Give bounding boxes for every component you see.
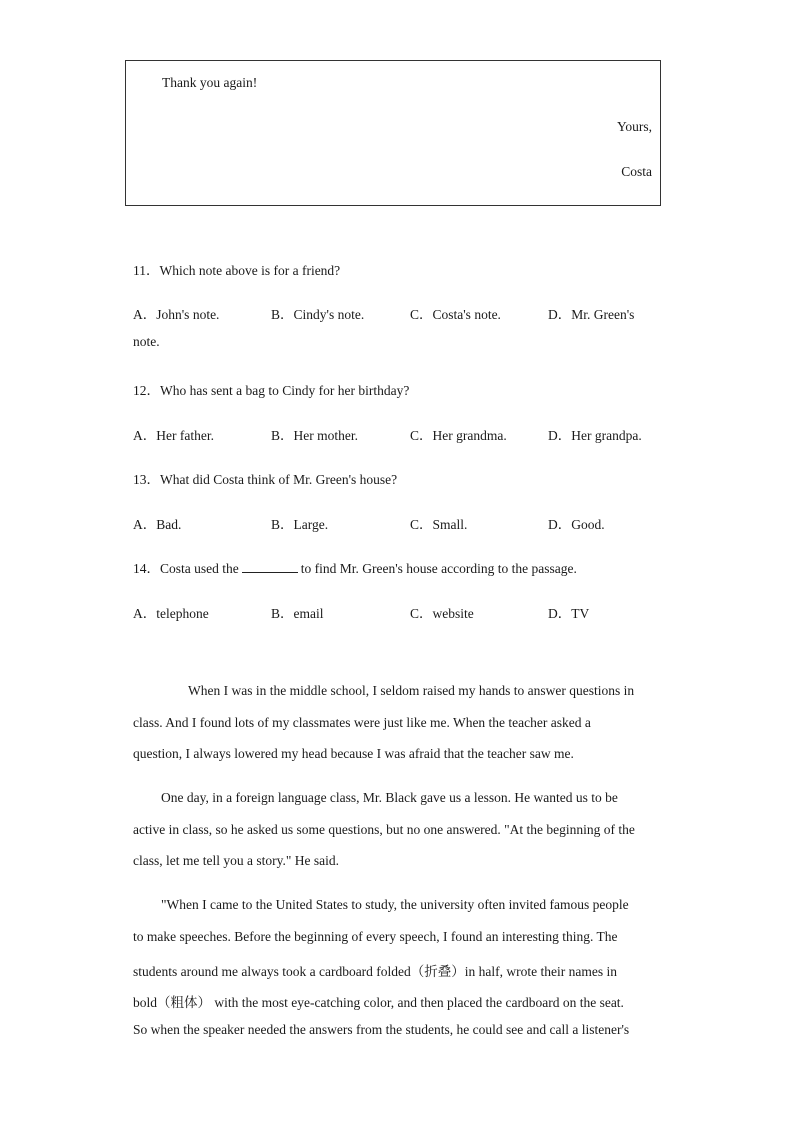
letter-thanks: Thank you again! bbox=[162, 75, 258, 90]
question-13-stem: 13．What did Costa think of Mr. Green's house? bbox=[133, 472, 398, 487]
passage-line: active in class, so he asked us some questions, but no one answered. "At the beginning of the bbox=[133, 822, 635, 837]
question-11-option-a[interactable]: A．John's note. bbox=[133, 307, 220, 322]
question-13-option-d[interactable]: D．Good. bbox=[548, 517, 605, 532]
question-14-option-d[interactable]: D．TV bbox=[548, 606, 590, 621]
question-11-option-b[interactable]: B．Cindy's note. bbox=[271, 307, 365, 322]
question-13-option-b[interactable]: B．Large. bbox=[271, 517, 329, 532]
question-11-stem: 11．Which note above is for a friend? bbox=[133, 263, 341, 278]
answer-blank bbox=[242, 560, 298, 573]
question-14-option-b[interactable]: B．email bbox=[271, 606, 324, 621]
letter-box bbox=[125, 60, 661, 206]
question-12-option-d[interactable]: D．Her grandpa. bbox=[548, 428, 642, 443]
question-13-option-a[interactable]: A．Bad. bbox=[133, 517, 182, 532]
passage-line: question, I always lowered my head because I was afraid that the teacher saw me. bbox=[133, 746, 574, 761]
passage-line: students around me always took a cardboard folded（折叠）in half, wrote their names in bbox=[133, 964, 617, 979]
question-11-option-d[interactable]: D．Mr. Green's bbox=[548, 307, 635, 322]
question-14-stem-before: 14．Costa used the bbox=[133, 561, 239, 576]
passage-line: bold（粗体） with the most eye-catching color, and then placed the cardboard on the seat. bbox=[133, 995, 624, 1010]
passage-line: to make speeches. Before the beginning of every speech, I found an interesting thing. The bbox=[133, 929, 618, 944]
passage-line: One day, in a foreign language class, Mr. Black gave us a lesson. He wanted us to be bbox=[161, 790, 618, 805]
question-14-option-c[interactable]: C．website bbox=[410, 606, 474, 621]
passage-line: When I was in the middle school, I seldom raised my hands to answer questions in bbox=[188, 683, 635, 698]
passage-line: class. And I found lots of my classmates were just like me. When the teacher asked a bbox=[133, 715, 591, 730]
question-11-option-d-continuation: note. bbox=[133, 334, 160, 349]
question-12-stem: 12．Who has sent a bag to Cindy for her birthday? bbox=[133, 383, 410, 398]
passage-line: So when the speaker needed the answers from the students, he could see and call a listener's bbox=[133, 1022, 630, 1037]
passage-line: "When I came to the United States to study, the university often invited famous people bbox=[161, 897, 629, 912]
question-14-option-a[interactable]: A．telephone bbox=[133, 606, 209, 621]
question-11-option-c[interactable]: C．Costa's note. bbox=[410, 307, 501, 322]
question-12-option-a[interactable]: A．Her father. bbox=[133, 428, 214, 443]
letter-closing: Yours, bbox=[616, 119, 652, 134]
question-13-option-c[interactable]: C．Small. bbox=[410, 517, 468, 532]
letter-signature: Costa bbox=[621, 164, 652, 179]
question-12-option-b[interactable]: B．Her mother. bbox=[271, 428, 358, 443]
question-14-stem-after: to find Mr. Green's house according to the passage. bbox=[300, 561, 577, 576]
passage-line: class, let me tell you a story." He said. bbox=[133, 853, 339, 868]
question-14-stem bbox=[133, 557, 577, 577]
question-12-option-c[interactable]: C．Her grandma. bbox=[410, 428, 507, 443]
